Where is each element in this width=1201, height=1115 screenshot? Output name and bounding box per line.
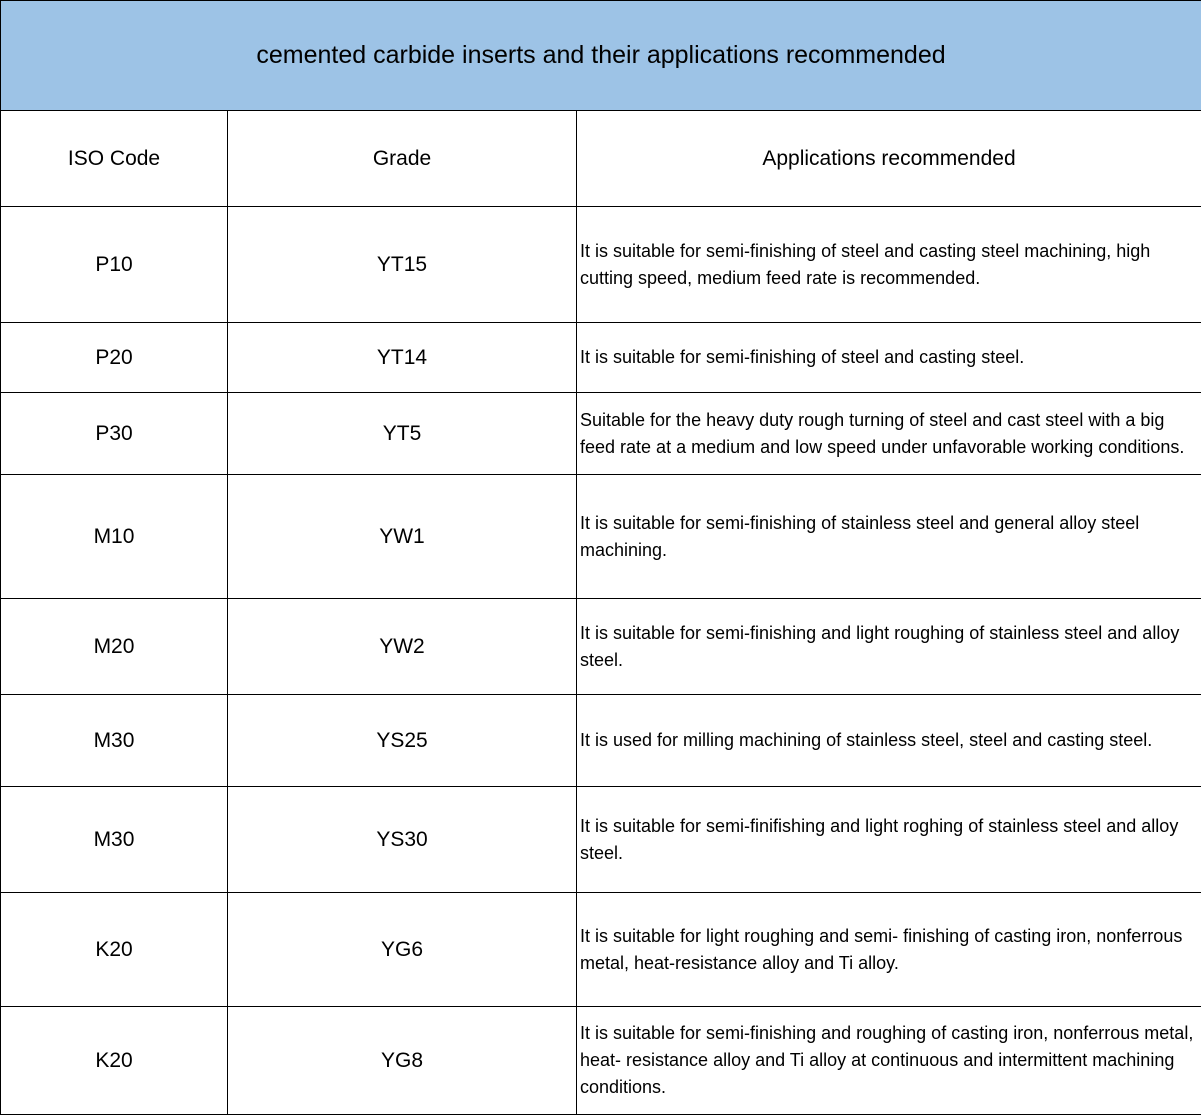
table-row <box>1 393 1201 475</box>
grade-cell: YS25 <box>228 695 577 787</box>
grade-cell: YG8 <box>228 1007 577 1115</box>
table-row <box>1 1007 1201 1115</box>
application-cell: It is suitable for semi-finishing and light roughing of stainless steel and alloy steel. <box>577 599 1201 695</box>
iso-code-cell: K20 <box>1 1007 228 1115</box>
application-cell: Suitable for the heavy duty rough turning of steel and cast steel with a big feed rate at a medium and low speed under unfavorable working conditions. <box>577 393 1201 475</box>
iso-code-cell: M10 <box>1 475 228 599</box>
application-cell: It is suitable for semi-finishing and roughing of casting iron, nonferrous metal, heat- resistance alloy and Ti alloy at continuous and intermittent machining conditions. <box>577 1007 1201 1115</box>
grade-cell: YT14 <box>228 323 577 393</box>
application-cell: It is used for milling machining of stainless steel, steel and casting steel. <box>577 695 1201 787</box>
application-cell: It is suitable for semi-finishing of steel and casting steel. <box>577 323 1201 393</box>
iso-code-cell: M20 <box>1 599 228 695</box>
application-cell: It is suitable for light roughing and semi- finishing of casting iron, nonferrous metal, heat-resistance alloy and Ti alloy. <box>577 893 1201 1007</box>
iso-code-cell: K20 <box>1 893 228 1007</box>
table-row <box>1 475 1201 599</box>
application-cell: It is suitable for semi-finishing of stainless steel and general alloy steel machining. <box>577 475 1201 599</box>
grade-cell: YW2 <box>228 599 577 695</box>
table-row <box>1 893 1201 1007</box>
grade-cell: YS30 <box>228 787 577 893</box>
header-grade: Grade <box>228 111 577 207</box>
table-row <box>1 787 1201 893</box>
iso-code-cell: P30 <box>1 393 228 475</box>
header-iso-code: ISO Code <box>1 111 228 207</box>
application-cell: It is suitable for semi-finifishing and light roghing of stainless steel and alloy steel. <box>577 787 1201 893</box>
iso-code-cell: P20 <box>1 323 228 393</box>
title-row <box>1 1 1201 111</box>
grade-cell: YG6 <box>228 893 577 1007</box>
header-applications: Applications recommended <box>577 111 1201 207</box>
table-row <box>1 207 1201 323</box>
grade-cell: YT15 <box>228 207 577 323</box>
application-cell: It is suitable for semi-finishing of steel and casting steel machining, high cutting speed, medium feed rate is recommended. <box>577 207 1201 323</box>
iso-code-cell: M30 <box>1 695 228 787</box>
iso-code-cell: M30 <box>1 787 228 893</box>
table-row <box>1 599 1201 695</box>
table-row <box>1 323 1201 393</box>
grade-cell: YT5 <box>228 393 577 475</box>
header-row <box>1 111 1201 207</box>
table-title: cemented carbide inserts and their applications recommended <box>1 1 1201 111</box>
table-row <box>1 695 1201 787</box>
iso-code-cell: P10 <box>1 207 228 323</box>
grade-cell: YW1 <box>228 475 577 599</box>
